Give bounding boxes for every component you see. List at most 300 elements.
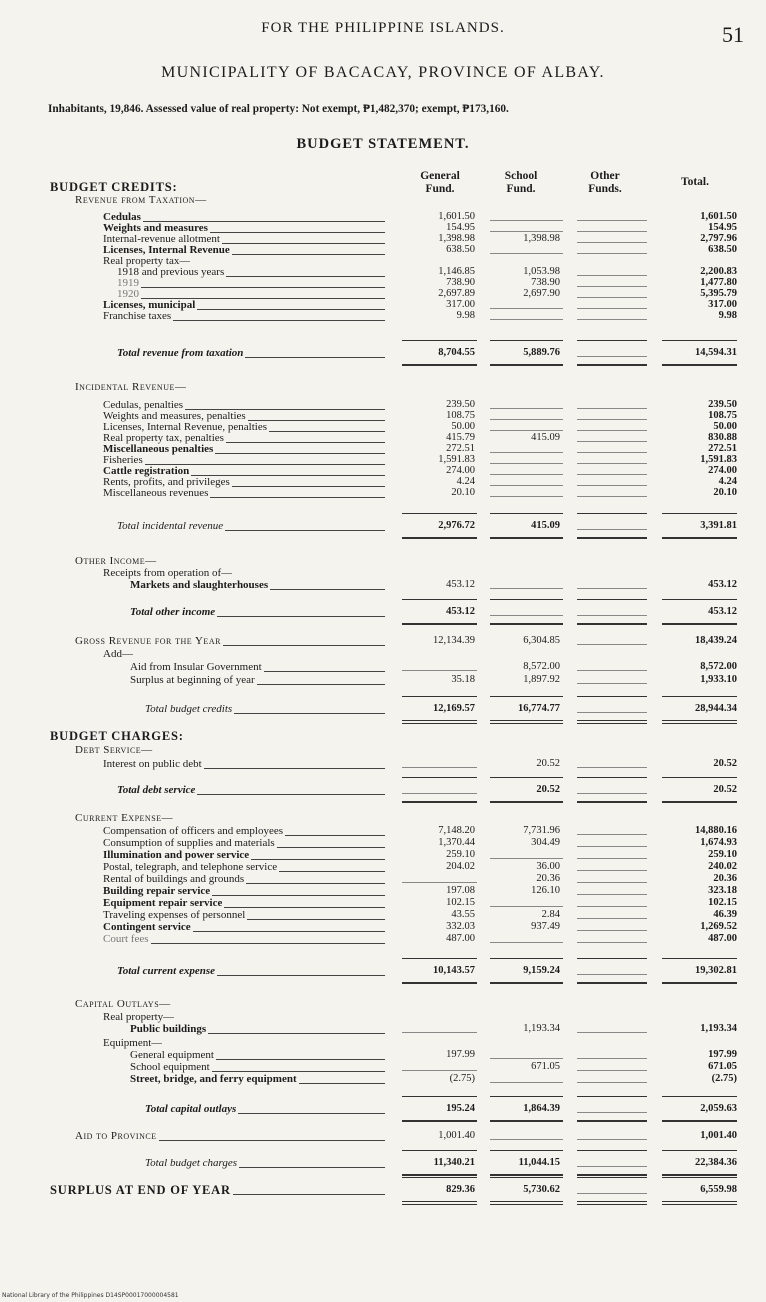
row-label: Postal, telegraph, and telephone service (103, 861, 278, 873)
table-row (0, 486, 766, 500)
rule-above (490, 599, 563, 600)
blank-cell-line (402, 1032, 477, 1033)
row-label: 1920 (117, 288, 139, 300)
rule-below (577, 1201, 647, 1205)
cell-t: 9.98 (718, 310, 737, 321)
rule-above (662, 1150, 737, 1151)
cell-g: 197.08 (446, 885, 475, 896)
cell-g: 108.75 (446, 410, 475, 421)
leader-line (173, 320, 385, 321)
rule-below (490, 537, 563, 539)
cell-g: 197.99 (446, 1049, 475, 1060)
cell-t: 2,200.83 (700, 266, 737, 277)
cell-g: (2.75) (449, 1073, 475, 1084)
rule-above (577, 696, 647, 697)
footer-credit: National Library of the Philippines D14SP00017000004581 (2, 1292, 179, 1299)
blank-cell-line (577, 1082, 647, 1083)
rule-above (577, 1096, 647, 1097)
rule-above (577, 958, 647, 959)
cell-t: 14,880.16 (695, 825, 737, 836)
rule-above (577, 777, 647, 778)
rule-above (402, 1177, 477, 1178)
cell-t: 638.50 (708, 244, 737, 255)
cell-g: 239.50 (446, 399, 475, 410)
table-row (0, 1183, 766, 1197)
row-label: Consumption of supplies and materials (103, 837, 275, 849)
cell-g: 1,398.98 (438, 233, 475, 244)
blank-cell-line (402, 767, 477, 768)
row-label: Compensation of officers and employees (103, 825, 284, 837)
rule-above (490, 1150, 563, 1151)
page-number: 51 (722, 22, 744, 47)
cell-s: 1,897.92 (523, 674, 560, 685)
column-header-other-line2: Funds. (588, 183, 622, 195)
table-row (0, 702, 766, 716)
table-row (0, 932, 766, 946)
cell-g: 829.36 (446, 1184, 475, 1195)
cell-s: 5,730.62 (523, 1184, 560, 1195)
row-label: Miscellaneous revenues (103, 487, 209, 499)
rule-above (490, 1177, 563, 1178)
cell-t: 671.05 (708, 1061, 737, 1072)
cell-g: 12,169.57 (433, 703, 475, 714)
rule-above (662, 777, 737, 778)
row-label: Surplus at beginning of year (130, 674, 255, 686)
leader-line (245, 357, 385, 358)
table-row (0, 1072, 766, 1086)
row-label: Real property tax, penalties (103, 432, 224, 444)
cell-g: 638.50 (446, 244, 475, 255)
rule-below (577, 1174, 647, 1176)
rule-below (662, 623, 737, 625)
blank-cell-line (490, 942, 563, 943)
row-label: Markets and slaughterhouses (130, 579, 269, 591)
cell-t: 14,594.31 (695, 347, 737, 358)
cell-t: 1,477.80 (700, 277, 737, 288)
cell-g: 204.02 (446, 861, 475, 872)
row-label: Licenses, municipal (103, 299, 196, 311)
rule-below (577, 537, 647, 539)
blank-cell-line (577, 894, 647, 895)
running-head: FOR THE PHILIPPINE ISLANDS. (261, 20, 505, 36)
cell-t: 46.39 (713, 909, 737, 920)
blank-cell-line (490, 319, 563, 320)
row-label: Miscellaneous penalties (103, 443, 214, 455)
cell-t: 28,944.34 (695, 703, 737, 714)
row-label: Illumination and power service (103, 849, 250, 861)
cell-t: 2,797.96 (700, 233, 737, 244)
blank-cell-line (577, 683, 647, 684)
row-label: Capital Outlays— (75, 998, 171, 1010)
rule-below (490, 1201, 563, 1205)
cell-g: 12,134.39 (433, 635, 475, 646)
cell-t: 317.00 (708, 299, 737, 310)
cell-t: 274.00 (708, 465, 737, 476)
rule-below (662, 537, 737, 539)
rule-below (402, 623, 477, 625)
row-label: Revenue from Taxation— (75, 194, 207, 206)
cell-t: 1,933.10 (700, 674, 737, 685)
rule-below (402, 1201, 477, 1205)
table-row (0, 1102, 766, 1116)
rule-above (662, 958, 737, 959)
rule-below (402, 801, 477, 803)
rule-below (402, 720, 477, 724)
rule-below (490, 1174, 563, 1176)
table-row (0, 605, 766, 619)
column-header-general-line1: General (420, 170, 460, 182)
row-label: Fisheries (103, 454, 143, 466)
blank-cell-line (490, 615, 563, 616)
rule-below (577, 801, 647, 803)
column-header-school-line2: Fund. (506, 183, 536, 195)
rule-above (662, 1096, 737, 1097)
cell-t: 20.52 (713, 784, 737, 795)
cell-s: 2.84 (541, 909, 560, 920)
table-row (0, 743, 766, 757)
blank-cell-line (577, 1032, 647, 1033)
page-title: MUNICIPALITY OF BACACAY, PROVINCE OF ALBAY. (161, 64, 605, 81)
blank-cell-line (577, 1058, 647, 1059)
table-row (0, 309, 766, 323)
row-label: General equipment (130, 1049, 214, 1061)
cell-t: 3,391.81 (700, 520, 737, 531)
leader-line (159, 1140, 385, 1141)
rule-below (662, 720, 737, 724)
cell-g: 1,370.44 (438, 837, 475, 848)
cell-t: 2,059.63 (700, 1103, 737, 1114)
rule-above (577, 513, 647, 514)
rule-below (662, 1201, 737, 1205)
blank-cell-line (577, 529, 647, 530)
blank-cell-line (402, 793, 477, 794)
rule-above (577, 1150, 647, 1151)
cell-t: 5,395.79 (700, 288, 737, 299)
cell-s: 415.09 (531, 432, 560, 443)
blank-cell-line (577, 882, 647, 883)
rule-below (577, 623, 647, 625)
cell-s: 1,193.34 (523, 1023, 560, 1034)
leader-line (225, 530, 385, 531)
cell-g: 11,340.21 (433, 1157, 475, 1168)
cell-s: 36.00 (536, 861, 560, 872)
rule-below (402, 1174, 477, 1176)
blank-cell-line (577, 870, 647, 871)
table-row (0, 757, 766, 771)
blank-cell-line (577, 588, 647, 589)
row-label: Incidental Revenue— (75, 381, 187, 393)
cell-s: 11,044.15 (518, 1157, 560, 1168)
cell-g: 738.90 (446, 277, 475, 288)
rule-above (490, 513, 563, 514)
cell-g: 1,146.85 (438, 266, 475, 277)
cell-t: 487.00 (708, 933, 737, 944)
rule-above (402, 958, 477, 959)
blank-cell-line (577, 1070, 647, 1071)
table-row (0, 1129, 766, 1143)
cell-g: 8,704.55 (438, 347, 475, 358)
row-label: 1919 (117, 277, 139, 289)
cell-t: 259.10 (708, 849, 737, 860)
rule-above (490, 1096, 563, 1097)
rule-below (577, 1120, 647, 1122)
leader-line (299, 1083, 385, 1084)
column-header-other-line1: Other (590, 170, 620, 182)
blank-cell-line (490, 1082, 563, 1083)
row-label: Public buildings (130, 1023, 207, 1035)
cell-t: 20.36 (713, 873, 737, 884)
cell-s: 126.10 (531, 885, 560, 896)
row-label: Other Income— (75, 555, 157, 567)
cell-t: 272.51 (708, 443, 737, 454)
cell-g: 35.18 (451, 674, 475, 685)
cell-g: 154.95 (446, 222, 475, 233)
row-label: Total other income (130, 606, 216, 618)
cell-g: 50.00 (451, 421, 475, 432)
cell-t: 239.50 (708, 399, 737, 410)
row-label: Weights and measures (103, 222, 208, 234)
row-label: Building repair service (103, 885, 211, 897)
cell-g: 102.15 (446, 897, 475, 908)
cell-t: 453.12 (708, 606, 737, 617)
blank-cell-line (577, 793, 647, 794)
rule-above (490, 696, 563, 697)
leader-line (210, 497, 385, 498)
rule-above (662, 599, 737, 600)
rule-below (490, 364, 563, 366)
row-label: Internal-revenue allotment (103, 233, 220, 245)
leader-line (264, 671, 385, 672)
cell-t: 8,572.00 (700, 661, 737, 672)
blank-cell-line (402, 1070, 477, 1071)
cell-t: 108.75 (708, 410, 737, 421)
row-label: Licenses, Internal Revenue (103, 244, 230, 256)
row-label: Aid from Insular Government (130, 661, 262, 673)
cell-g: 272.51 (446, 443, 475, 454)
blank-cell-line (490, 1058, 563, 1059)
cell-t: 1,001.40 (700, 1130, 737, 1141)
row-label: Total incidental revenue (117, 520, 224, 532)
cell-s: 937.49 (531, 921, 560, 932)
blank-cell-line (577, 1112, 647, 1113)
cell-t: 1,601.50 (700, 211, 737, 222)
row-label: Cedulas (103, 211, 141, 223)
cell-g: 7,148.20 (438, 825, 475, 836)
table-row (0, 380, 766, 394)
rule-below (402, 364, 477, 366)
blank-cell-line (577, 615, 647, 616)
cell-g: 487.00 (446, 933, 475, 944)
row-label: Current Expense— (75, 812, 174, 824)
blank-cell-line (402, 882, 477, 883)
row-label: Rental of buildings and grounds (103, 873, 245, 885)
table-row (0, 1156, 766, 1170)
cell-g: 9.98 (456, 310, 475, 321)
cell-s: 6,304.85 (523, 635, 560, 646)
blank-cell-line (577, 1193, 647, 1194)
cell-s: 20.36 (536, 873, 560, 884)
blank-cell-line (402, 670, 477, 671)
row-label: 1918 and previous years (117, 266, 225, 278)
row-label: Weights and measures, penalties (103, 410, 246, 422)
row-label: Gross Revenue for the Year (75, 635, 221, 647)
blank-cell-line (577, 834, 647, 835)
cell-s: 16,774.77 (518, 703, 560, 714)
row-label: Debt Service— (75, 744, 153, 756)
cell-s: 20.52 (536, 784, 560, 795)
rule-below (402, 537, 477, 539)
rule-above (402, 777, 477, 778)
table-row (0, 634, 766, 648)
leader-line (208, 1033, 385, 1034)
cell-s: 8,572.00 (523, 661, 560, 672)
cell-s: 738.90 (531, 277, 560, 288)
cell-s: 671.05 (531, 1061, 560, 1072)
rule-above (402, 513, 477, 514)
row-label: Add— (103, 648, 133, 660)
leader-line (217, 616, 385, 617)
cell-g: 1,591.83 (438, 454, 475, 465)
table-row (0, 964, 766, 978)
rule-above (662, 696, 737, 697)
blank-cell-line (577, 942, 647, 943)
rule-above (577, 1177, 647, 1178)
row-label: Total budget credits (145, 703, 233, 715)
table-row (0, 997, 766, 1011)
rule-above (490, 777, 563, 778)
cell-g: 453.12 (446, 606, 475, 617)
cell-t: 154.95 (708, 222, 737, 233)
cell-s: 415.09 (531, 520, 560, 531)
cell-t: 6,559.98 (700, 1184, 737, 1195)
blank-cell-line (577, 858, 647, 859)
cell-t: 102.15 (708, 897, 737, 908)
table-row (0, 673, 766, 687)
table-row (0, 783, 766, 797)
blank-cell-line (577, 918, 647, 919)
rule-below (662, 364, 737, 366)
rule-below (490, 720, 563, 724)
cell-g: 259.10 (446, 849, 475, 860)
rule-below (402, 1120, 477, 1122)
cell-t: 240.02 (708, 861, 737, 872)
blank-cell-line (577, 644, 647, 645)
cell-t: 1,269.52 (700, 921, 737, 932)
cell-s: 9,159.24 (523, 965, 560, 976)
row-label: Traveling expenses of personnel (103, 909, 246, 921)
blank-cell-line (490, 588, 563, 589)
blank-cell-line (577, 1139, 647, 1140)
row-label: Total current expense (117, 965, 215, 977)
table-row (0, 660, 766, 674)
row-label: Total capital outlays (145, 1103, 237, 1115)
row-label: Street, bridge, and ferry equipment (130, 1073, 297, 1085)
row-label: Aid to Province (75, 1130, 157, 1142)
rule-above (402, 340, 477, 341)
table-row (0, 1022, 766, 1036)
section-heading: BUDGET STATEMENT. (296, 136, 470, 152)
rule-below (662, 1120, 737, 1122)
rule-above (402, 599, 477, 600)
cell-s: 5,889.76 (523, 347, 560, 358)
cell-t: 323.18 (708, 885, 737, 896)
table-row (0, 578, 766, 592)
rule-above (490, 340, 563, 341)
blank-cell-line (577, 712, 647, 713)
cell-t: 453.12 (708, 579, 737, 590)
leader-line (238, 1113, 385, 1114)
cell-t: 1,591.83 (700, 454, 737, 465)
cell-g: 2,976.72 (438, 520, 475, 531)
table-row (0, 180, 766, 194)
rule-below (577, 720, 647, 724)
blank-cell-line (577, 974, 647, 975)
blank-cell-line (490, 1139, 563, 1140)
leader-line (234, 713, 385, 714)
row-label: Court fees (103, 933, 149, 945)
blank-cell-line (577, 906, 647, 907)
row-label: Real property tax— (103, 255, 191, 267)
subtitle: Inhabitants, 19,846. Assessed value of real property: Not exempt, ₱1,482,370; exempt, ₱173,160. (48, 103, 509, 115)
row-label: Equipment repair service (103, 897, 223, 909)
leader-line (239, 1167, 385, 1168)
cell-g: 20.10 (451, 487, 475, 498)
rule-below (490, 982, 563, 984)
leader-line (204, 768, 385, 769)
blank-cell-line (577, 1166, 647, 1167)
cell-g: 1,601.50 (438, 211, 475, 222)
rule-below (577, 982, 647, 984)
row-label: Rents, profits, and privileges (103, 476, 230, 488)
row-label: Franchise taxes (103, 310, 172, 322)
cell-s: 2,697.90 (523, 288, 560, 299)
row-label: BUDGET CREDITS: (50, 180, 178, 194)
row-label: SURPLUS AT END OF YEAR (50, 1183, 231, 1197)
cell-g: 2,697.89 (438, 288, 475, 299)
rule-below (577, 364, 647, 366)
rule-above (662, 340, 737, 341)
row-label: Total revenue from taxation (117, 347, 244, 359)
table-row (0, 346, 766, 360)
rule-above (577, 599, 647, 600)
rule-below (662, 801, 737, 803)
cell-g: 332.03 (446, 921, 475, 932)
cell-t: 19,302.81 (695, 965, 737, 976)
rule-above (577, 340, 647, 341)
blank-cell-line (577, 670, 647, 671)
cell-g: 4.24 (456, 476, 475, 487)
blank-cell-line (490, 906, 563, 907)
leader-line (233, 1194, 385, 1195)
row-label: Contingent service (103, 921, 191, 933)
blank-cell-line (577, 767, 647, 768)
cell-s: 7,731.96 (523, 825, 560, 836)
blank-cell-line (490, 496, 563, 497)
rule-below (490, 1120, 563, 1122)
row-label: Total budget charges (145, 1157, 238, 1169)
cell-s: 20.52 (536, 758, 560, 769)
row-label: Receipts from operation of— (103, 567, 233, 579)
cell-t: 1,193.34 (700, 1023, 737, 1034)
blank-cell-line (490, 858, 563, 859)
cell-t: 20.10 (713, 487, 737, 498)
row-label: Total debt service (117, 784, 196, 796)
cell-g: 1,001.40 (438, 1130, 475, 1141)
rule-below (490, 623, 563, 625)
row-label: BUDGET CHARGES: (50, 729, 184, 743)
cell-t: 1,674.93 (700, 837, 737, 848)
table-row (0, 647, 766, 661)
